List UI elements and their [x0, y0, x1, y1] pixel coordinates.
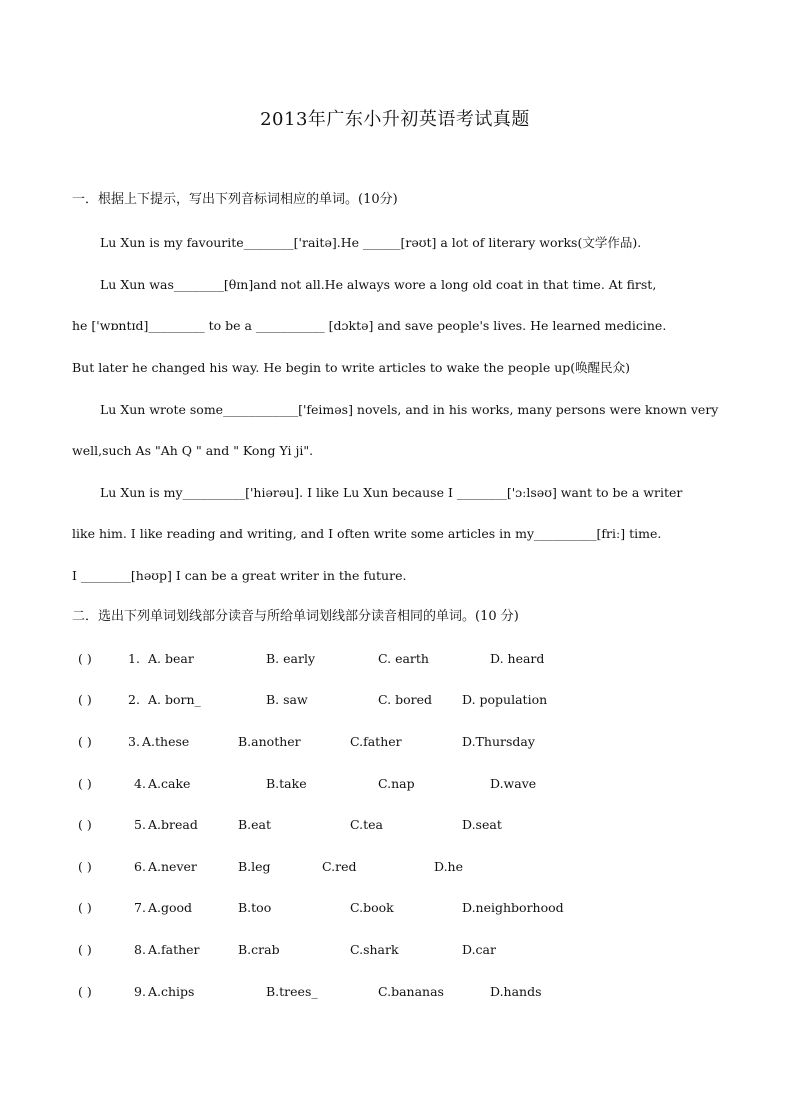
question-number: 9. — [134, 984, 146, 999]
answer-bracket[interactable]: ( ) — [78, 734, 92, 749]
option-a: A. bear — [148, 651, 194, 666]
option-c: C. earth — [378, 651, 429, 666]
question-number: 3. — [128, 734, 140, 749]
question-number: 7. — [134, 900, 146, 915]
option-d: D.seat — [462, 817, 502, 832]
option-d: D.he — [434, 859, 463, 874]
option-b: B.take — [266, 776, 307, 791]
option-c: C.bananas — [378, 984, 444, 999]
answer-bracket[interactable]: ( ) — [78, 776, 92, 791]
option-b: B. saw — [266, 692, 308, 707]
option-a: A.father — [148, 942, 200, 957]
section2-heading: 二．选出下列单词划线部分读音与所给单词划线部分读音相同的单词。(10 分) — [72, 609, 519, 624]
passage-line: like him. I like reading and writing, and I often write some articles in my__________[friː] time. — [72, 526, 662, 541]
question-number: 6. — [134, 859, 146, 874]
answer-bracket[interactable]: ( ) — [78, 984, 92, 999]
question-number: 1. — [128, 651, 140, 666]
option-c: C.shark — [350, 942, 399, 957]
option-c: C. bored — [378, 692, 432, 707]
option-c: C.nap — [378, 776, 415, 791]
page-title: 2013年广东小升初英语考试真题 — [260, 109, 530, 130]
answer-bracket[interactable]: ( ) — [78, 651, 92, 666]
option-d: D. heard — [490, 651, 545, 666]
answer-bracket[interactable]: ( ) — [78, 859, 92, 874]
option-a: A. born_ — [148, 692, 201, 707]
question-number: 8. — [134, 942, 146, 957]
option-a: A.chips — [148, 984, 195, 999]
option-c: C.book — [350, 900, 394, 915]
question-number: 4. — [134, 776, 146, 791]
answer-bracket[interactable]: ( ) — [78, 900, 92, 915]
answer-bracket[interactable]: ( ) — [78, 942, 92, 957]
option-c: C.father — [350, 734, 402, 749]
passage-line: well,such As "Ah Q " and " Kong Yi ji". — [72, 443, 314, 458]
passage-line: Lu Xun wrote some____________['feiməs] novels, and in his works, many persons were known very — [100, 402, 719, 417]
option-b: B.eat — [238, 817, 272, 832]
option-b: B.trees_ — [266, 984, 318, 999]
option-d: D.neighborhood — [462, 900, 564, 915]
option-a: A.never — [148, 859, 197, 874]
option-b: B.crab — [238, 942, 280, 957]
option-c: C.tea — [350, 817, 383, 832]
option-d: D.hands — [490, 984, 542, 999]
option-a: A.cake — [148, 776, 191, 791]
passage-line: Lu Xun is my__________['hiərəu]. I like Lu Xun because I ________['ɔːlsəʊ] want to be a writer — [100, 485, 683, 500]
option-b: B.another — [238, 734, 301, 749]
option-d: D. population — [462, 692, 548, 707]
question-number: 5. — [134, 817, 146, 832]
passage-line: he ['wɒntɪd]_________ to be a ___________ [dɔktə] and save people's lives. He learned medicine. — [72, 318, 667, 333]
answer-bracket[interactable]: ( ) — [78, 692, 92, 707]
question-number: 2. — [128, 692, 140, 707]
option-d: D.car — [462, 942, 496, 957]
section1-heading: 一．根据上下提示，写出下列音标词相应的单词。(10分) — [72, 192, 398, 207]
option-d: D.Thursday — [462, 734, 535, 749]
option-a: A.bread — [148, 817, 198, 832]
option-b: B. early — [266, 651, 316, 666]
passage-line: I ________[həʊp] I can be a great writer in the future. — [72, 568, 407, 583]
answer-bracket[interactable]: ( ) — [78, 817, 92, 832]
option-b: B.too — [238, 900, 272, 915]
option-d: D.wave — [490, 776, 537, 791]
option-a: A.these — [142, 734, 190, 749]
option-c: C.red — [322, 859, 357, 874]
passage-line: But later he changed his way. He begin to write articles to wake the people up(唤醒民众) — [72, 360, 631, 375]
option-b: B.leg — [238, 859, 271, 874]
option-a: A.good — [148, 900, 193, 915]
passage-line: Lu Xun is my favourite________['raitə].He ______[rəʊt] a lot of literary works(文学作品). — [100, 235, 642, 250]
passage-line: Lu Xun was________[θɪn]and not all.He always wore a long old coat in that time. At first, — [100, 277, 657, 292]
